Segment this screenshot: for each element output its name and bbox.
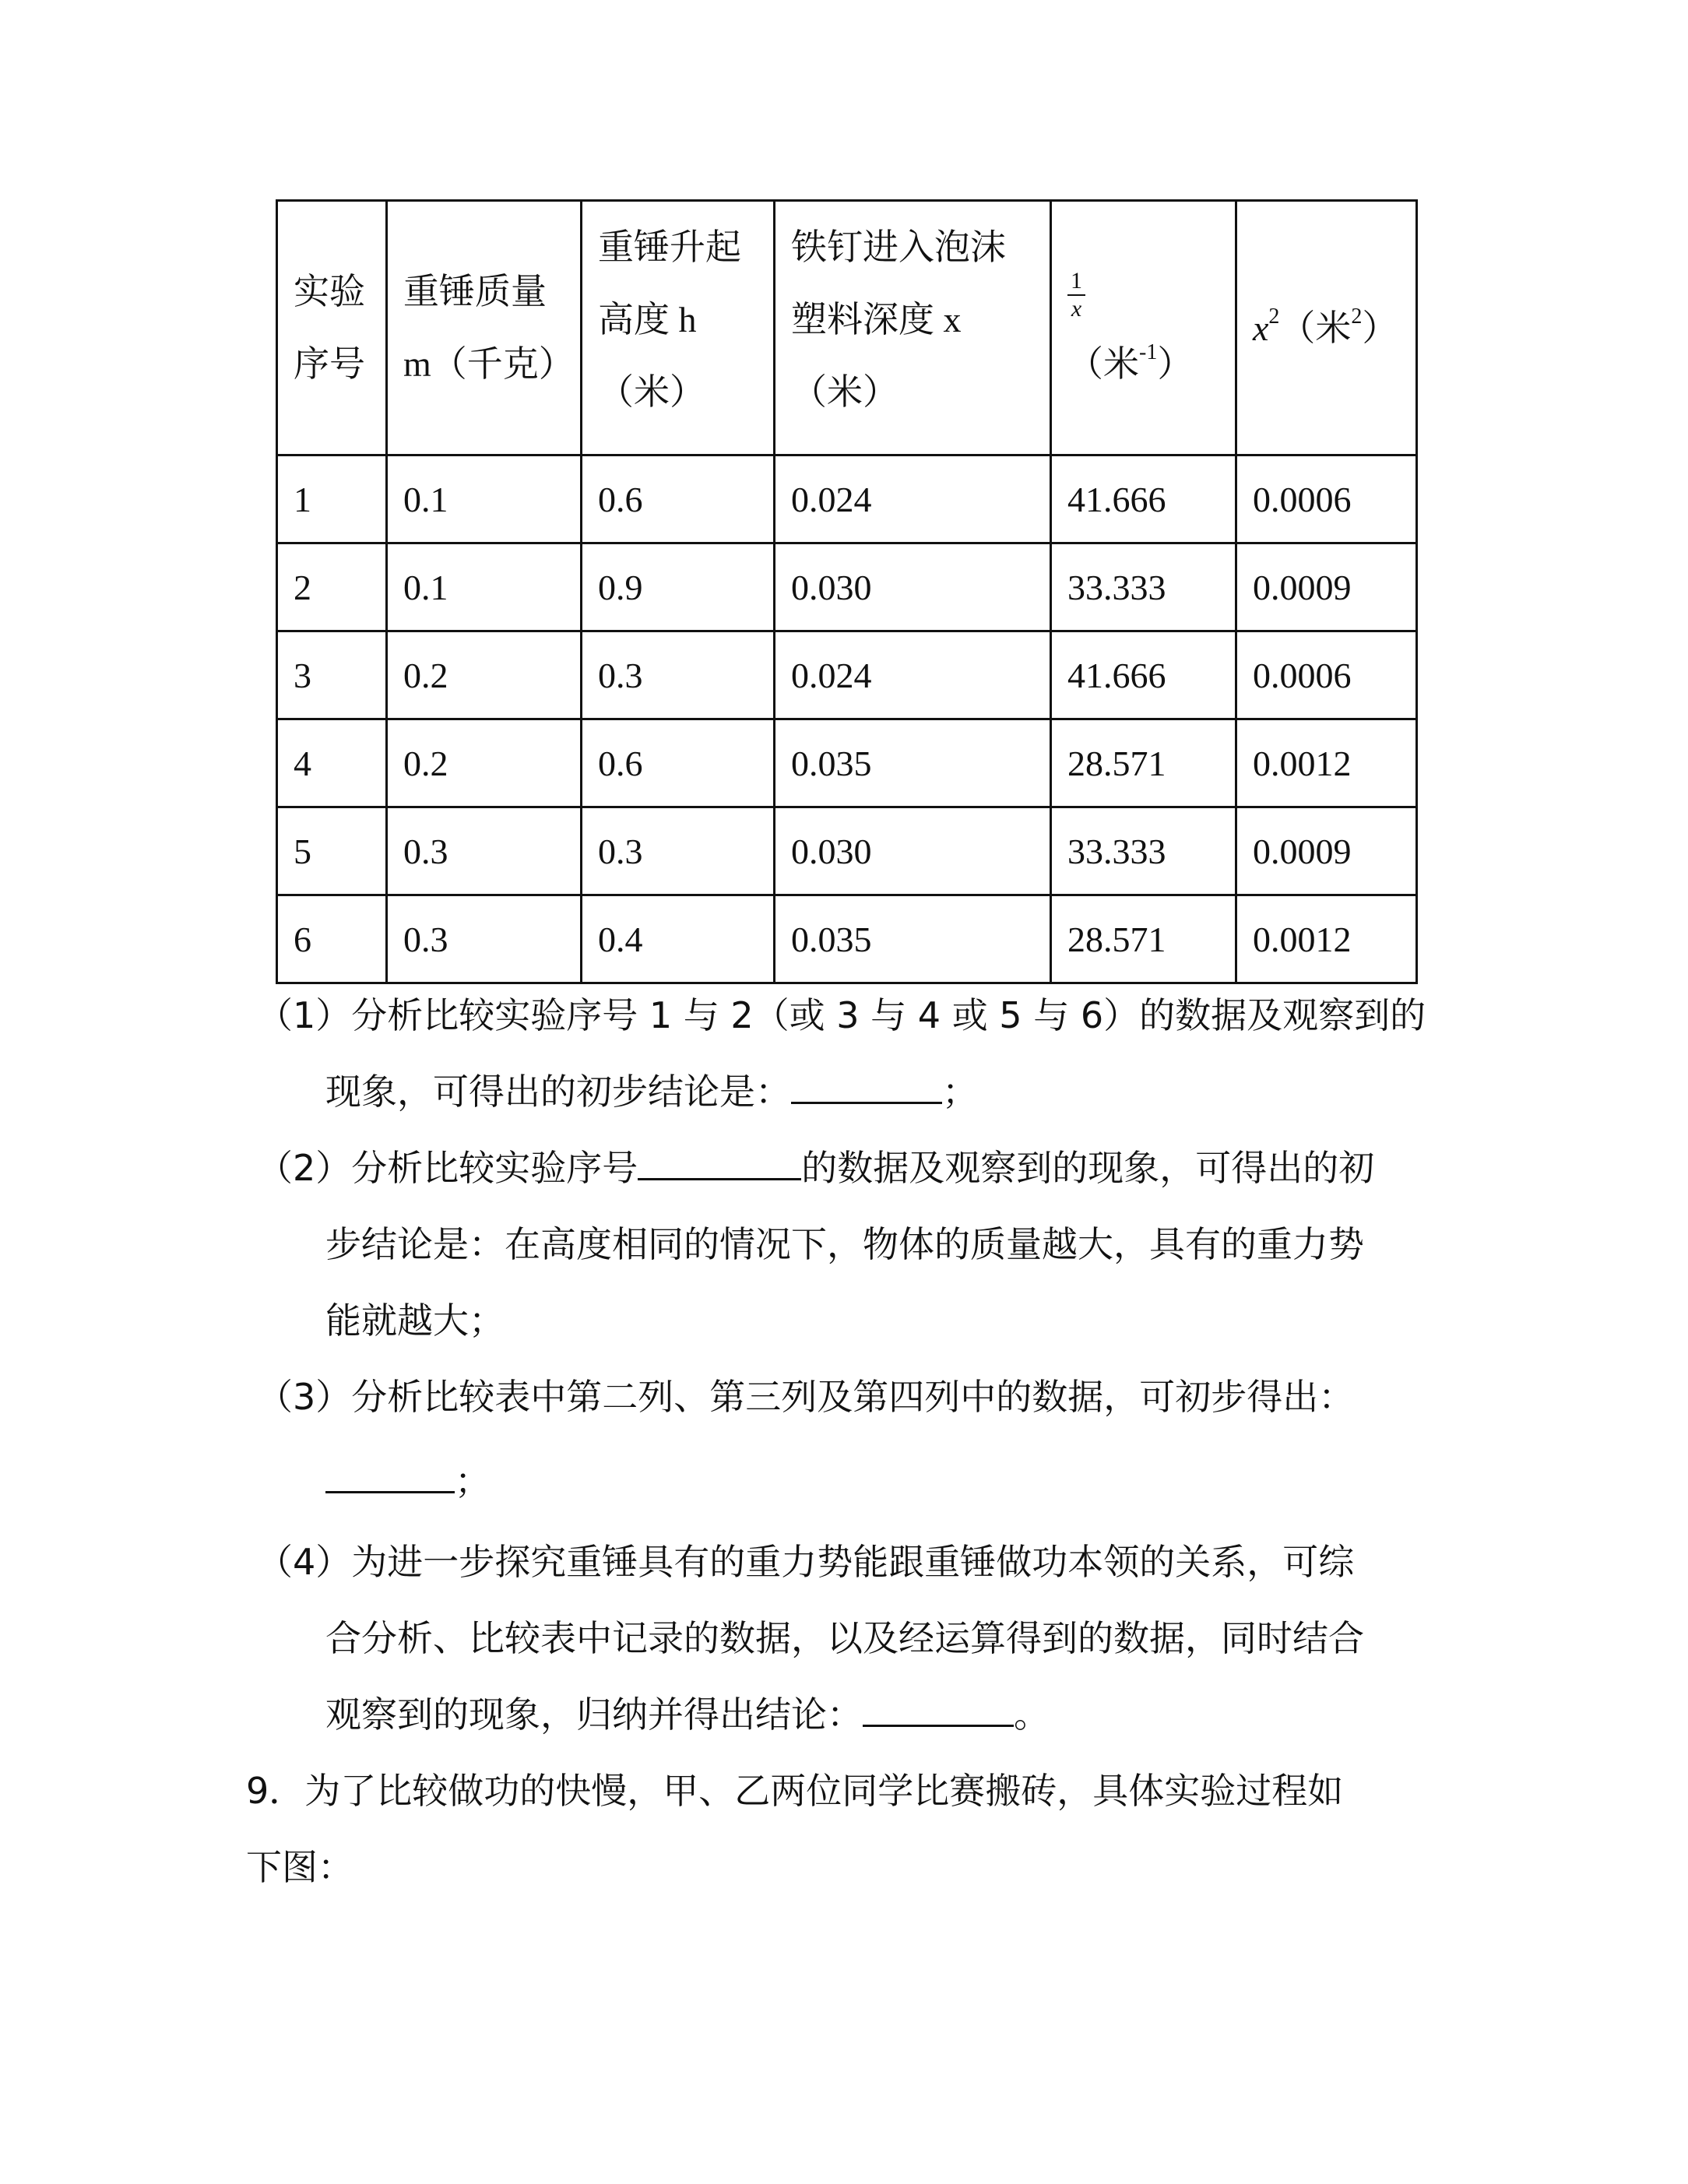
- header-depth-squared: $x^2$（米$^2$）: [1236, 201, 1417, 455]
- answer-blank-2[interactable]: [638, 1131, 801, 1180]
- cell-mass: 0.1: [387, 455, 582, 543]
- cell-depth: 0.030: [775, 543, 1051, 631]
- cell-height: 0.3: [582, 807, 775, 895]
- table-row: [277, 631, 1417, 719]
- cell-reciprocal: 28.571: [1051, 895, 1236, 983]
- question-4-line-1: （4）为进一步探究重锤具有的重力势能跟重锤做功本领的关系，可综: [257, 1541, 1355, 1583]
- question-9-line-2: 下图：: [246, 1846, 353, 1888]
- cell-trial: 4: [277, 719, 387, 807]
- cell-depth: 0.024: [775, 631, 1051, 719]
- header-lift-height: 重锤升起 高度 h （米）: [582, 201, 775, 455]
- cell-trial: 2: [277, 543, 387, 631]
- table-row: [277, 543, 1417, 631]
- cell-height: 0.3: [582, 631, 775, 719]
- header-reciprocal-depth: $\frac{1}{x}$ （米$^{-1}$）: [1051, 201, 1236, 455]
- cell-trial: 5: [277, 807, 387, 895]
- question-2-line-2: 步结论是：在高度相同的情况下，物体的质量越大，具有的重力势: [325, 1223, 1364, 1265]
- question-2-line-3: 能就越大；: [325, 1299, 505, 1342]
- cell-mass: 0.3: [387, 807, 582, 895]
- cell-squared: 0.0006: [1236, 455, 1417, 543]
- cell-squared: 0.0009: [1236, 543, 1417, 631]
- cell-height: 0.6: [582, 455, 775, 543]
- cell-squared: 0.0009: [1236, 807, 1417, 895]
- cell-trial: 3: [277, 631, 387, 719]
- cell-reciprocal: 33.333: [1051, 543, 1236, 631]
- experiment-table: [276, 199, 1418, 984]
- cell-squared: 0.0012: [1236, 719, 1417, 807]
- cell-squared: 0.0012: [1236, 895, 1417, 983]
- cell-depth: 0.035: [775, 895, 1051, 983]
- question-4-line-3: 观察到的现象，归纳并得出结论： 。: [325, 1676, 1050, 1753]
- table-row: [277, 719, 1417, 807]
- cell-mass: 0.1: [387, 543, 582, 631]
- cell-height: 0.4: [582, 895, 775, 983]
- question-1-line-2: 现象，可得出的初步结论是： ；: [325, 1053, 978, 1131]
- header-trial-number: 实验 序号: [277, 201, 387, 455]
- question-9-line-1: 9．为了比较做功的快慢，甲、乙两位同学比赛搬砖，具体实验过程如: [246, 1770, 1344, 1812]
- table-row: [277, 895, 1417, 983]
- cell-depth: 0.035: [775, 719, 1051, 807]
- answer-blank-4[interactable]: [863, 1678, 1014, 1727]
- table-header-row: [277, 201, 1417, 455]
- answer-blank-3[interactable]: [325, 1444, 455, 1493]
- cell-reciprocal: 33.333: [1051, 807, 1236, 895]
- answer-blank-1[interactable]: [791, 1055, 942, 1104]
- cell-reciprocal: 41.666: [1051, 455, 1236, 543]
- fraction-one-over-x: $\frac{1}{x}$: [1067, 268, 1085, 322]
- question-2-line-1: （2）分析比较实验序号 的数据及观察到的现象，可得出的初: [257, 1129, 1374, 1207]
- cell-squared: 0.0006: [1236, 631, 1417, 719]
- cell-reciprocal: 41.666: [1051, 631, 1236, 719]
- table-row: [277, 455, 1417, 543]
- cell-depth: 0.030: [775, 807, 1051, 895]
- cell-mass: 0.3: [387, 895, 582, 983]
- cell-reciprocal: 28.571: [1051, 719, 1236, 807]
- table-row: [277, 807, 1417, 895]
- cell-depth: 0.024: [775, 455, 1051, 543]
- question-3-line-1: （3）分析比较表中第二列、第三列及第四列中的数据，可初步得出：: [257, 1376, 1355, 1418]
- cell-trial: 6: [277, 895, 387, 983]
- header-hammer-mass: 重锤质量 m（千克）: [387, 201, 582, 455]
- cell-mass: 0.2: [387, 719, 582, 807]
- question-3-line-2: ；: [325, 1442, 491, 1520]
- cell-height: 0.6: [582, 719, 775, 807]
- question-1-line-1: （1）分析比较实验序号 1 与 2（或 3 与 4 或 5 与 6）的数据及观察到的: [257, 994, 1426, 1036]
- header-nail-depth: 铁钉进入泡沫 塑料深度 x （米）: [775, 201, 1051, 455]
- cell-trial: 1: [277, 455, 387, 543]
- cell-height: 0.9: [582, 543, 775, 631]
- cell-mass: 0.2: [387, 631, 582, 719]
- question-4-line-2: 合分析、比较表中记录的数据，以及经运算得到的数据，同时结合: [325, 1617, 1364, 1659]
